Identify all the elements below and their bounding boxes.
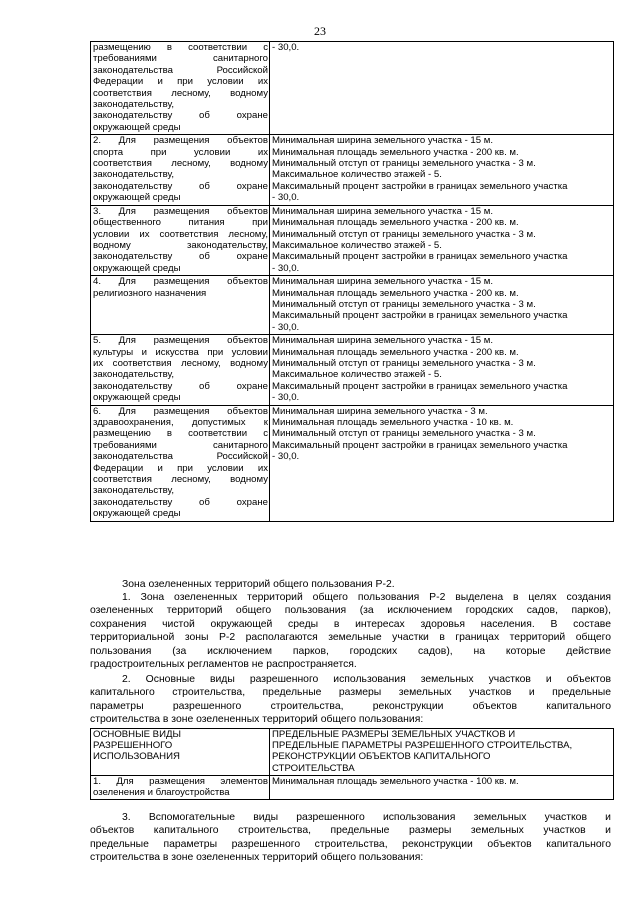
zone-heading-block xyxy=(90,578,611,591)
cell-line: - 30,0. xyxy=(272,42,300,53)
cell-line: условии их соответствия лесному, xyxy=(93,228,268,240)
parameters-cell xyxy=(270,135,614,205)
cell-line: законодательству, xyxy=(93,99,174,111)
header-right-cell xyxy=(270,729,614,776)
cell-line: окружающей среды xyxy=(93,121,181,133)
paragraph-line: строительства в зоне озелененных территорий общего пользования: xyxy=(90,852,424,864)
paragraph-line: 2. Основные виды разрешенного использования земельных участков и объектов xyxy=(122,674,611,685)
paragraph-line: предельные параметры разрешенного строительства, реконструкции объектов капитального xyxy=(90,838,611,850)
cell-line: Минимальная ширина земельного участка - 15 м. xyxy=(272,135,494,147)
cell-line: соответствия лесному, водному xyxy=(93,474,268,486)
cell-line: - 30,0. xyxy=(272,321,300,333)
cell-line: Минимальная ширина земельного участка - 15 м. xyxy=(272,276,494,288)
paragraph-2 xyxy=(90,673,611,727)
cell-line: 4. Для размещения объектов xyxy=(93,276,268,288)
parameters-cell xyxy=(270,335,614,405)
cell-line: общественного питания при xyxy=(93,217,268,229)
use-type-cell xyxy=(91,205,270,275)
table-row xyxy=(91,276,614,335)
paragraph-line: 3. Вспомогательные виды разрешенного использования земельных участков и xyxy=(122,812,611,823)
cell-line: размещению в соответствии с xyxy=(93,42,268,53)
cell-line: ИСПОЛЬЗОВАНИЯ xyxy=(93,751,180,763)
cell-line: РАЗРЕШЕННОГО xyxy=(93,740,173,752)
paragraph-line: сохранения чистой окружающей среды в интересах здоровья населения. В составе xyxy=(90,618,611,630)
cell-line: Максимальный процент застройки в границах земельного участка xyxy=(272,380,568,392)
cell-line: ПРЕДЕЛЬНЫЕ РАЗМЕРЫ ЗЕМЕЛЬНЫХ УЧАСТКОВ И xyxy=(272,729,516,740)
header-left-cell xyxy=(91,729,270,776)
cell-line: - 30,0. xyxy=(272,392,300,404)
cell-line: СТРОИТЕЛЬСТВА xyxy=(272,762,355,774)
use-type-cell xyxy=(91,135,270,205)
parameters-cell xyxy=(270,276,614,335)
cell-line: спорта при условии их xyxy=(93,146,268,158)
row-left-cell xyxy=(91,775,270,799)
paragraph-line: параметры разрешенного строительства, реконструкции объектов капитального xyxy=(90,700,611,712)
paragraph-line: территориальной зоны Р-2 располагаются земельные участки в границах территорий общего xyxy=(90,632,611,644)
page-number: 23 xyxy=(314,24,326,38)
cell-line: законодательству об охране xyxy=(93,180,268,192)
cell-line: Минимальный отступ от границы земельного участка - 3 м. xyxy=(272,428,536,440)
cell-line: законодательства Российской xyxy=(93,64,268,76)
cell-line: законодательству об охране xyxy=(93,380,268,392)
cell-line: Минимальная площадь земельного участка - 200 кв. м. xyxy=(272,146,519,158)
cell-line: законодательству об охране xyxy=(93,110,268,122)
table-row xyxy=(91,42,614,135)
paragraph-line: градостроительных регламентов не распространяется. xyxy=(90,659,357,671)
regulations-table xyxy=(90,41,614,522)
use-type-cell xyxy=(91,42,270,135)
cell-line: 2. Для размещения объектов xyxy=(93,135,268,147)
cell-line: размещению в соответствии с xyxy=(93,428,268,440)
use-type-cell xyxy=(91,276,270,335)
paragraph-line: строительства в зоне озелененных территорий общего пользования: xyxy=(90,714,424,726)
cell-line: Минимальная площадь земельного участка - 200 кв. м. xyxy=(272,287,519,299)
cell-line: законодательства Российской xyxy=(93,451,268,463)
table-header-row xyxy=(91,729,614,776)
cell-line: законодательству, xyxy=(93,369,174,381)
cell-line: ОСНОВНЫЕ ВИДЫ xyxy=(93,729,181,740)
use-type-cell xyxy=(91,405,270,521)
cell-line: 3. Для размещения объектов xyxy=(93,205,268,217)
cell-line: - 30,0. xyxy=(272,192,300,204)
cell-line: Максимальный процент застройки в границах земельного участка xyxy=(272,310,568,322)
cell-line: культуры и искусства при условии xyxy=(93,346,268,358)
cell-line: Минимальная ширина земельного участка - 15 м. xyxy=(272,205,494,217)
cell-line: соответствия лесному, водному xyxy=(93,87,268,99)
cell-line: водному законодательству, xyxy=(93,239,268,251)
cell-line: Максимальное количество этажей - 5. xyxy=(272,369,442,381)
paragraph-3 xyxy=(90,811,611,865)
table-row xyxy=(91,775,614,799)
cell-line: ПРЕДЕЛЬНЫЕ ПАРАМЕТРЫ РАЗРЕШЕННОГО СТРОИТЕЛЬСТВА, xyxy=(272,740,573,752)
cell-line: 6. Для размещения объектов xyxy=(93,405,268,417)
cell-line: соответствия лесному, водному xyxy=(93,158,268,170)
zone-heading: Зона озелененных территорий общего пользования Р-2. xyxy=(122,579,395,590)
cell-line: окружающей среды xyxy=(93,508,181,520)
cell-line: требованиями санитарного xyxy=(93,53,268,65)
cell-line: 1. Для размещения элементов xyxy=(93,775,268,787)
cell-line: Максимальный процент застройки в границах земельного участка xyxy=(272,180,568,192)
cell-line: законодательству, xyxy=(93,169,174,181)
cell-line: их соответствия лесному, водному xyxy=(93,357,268,369)
cell-line: требованиями санитарного xyxy=(93,439,268,451)
parameters-cell xyxy=(270,405,614,521)
cell-line: законодательству об охране xyxy=(93,251,268,263)
zone-r2-table xyxy=(90,728,614,800)
cell-line: Минимальная ширина земельного участка - 15 м. xyxy=(272,335,494,347)
cell-line: Федерации и при условии их xyxy=(93,462,268,474)
cell-line: законодательству об охране xyxy=(93,496,268,508)
cell-line: здравоохранения, допустимых к xyxy=(93,417,268,428)
row-right-cell xyxy=(270,775,614,799)
cell-line: религиозного назначения xyxy=(93,287,207,299)
cell-line: Минимальный отступ от границы земельного участка - 3 м. xyxy=(272,228,536,240)
paragraph-line: 1. Зона озелененных территорий общего пользования Р-2 выделена в целях создания xyxy=(122,592,611,603)
cell-line: Минимальный отступ от границы земельного участка - 3 м. xyxy=(272,298,536,310)
paragraph-line: озелененных территорий общего пользования (за исключением городских садов, парков), xyxy=(90,605,611,617)
cell-line: законодательству, xyxy=(93,485,174,497)
cell-line: Максимальное количество этажей - 5. xyxy=(272,169,442,181)
cell-line: Минимальная ширина земельного участка - 3 м. xyxy=(272,405,488,417)
cell-line: Максимальный процент застройки в границах земельного участка xyxy=(272,251,568,263)
cell-line: озеленения и благоустройства xyxy=(93,787,230,799)
paragraph-line: капитального строительства, предельные размеры земельных участков и предельные xyxy=(90,687,611,699)
paragraph-line: объектов капитального строительства, предельные размеры земельных участков и xyxy=(90,825,611,837)
cell-line: Минимальный отступ от границы земельного участка - 3 м. xyxy=(272,357,536,369)
cell-line: Минимальная площадь земельного участка - 200 кв. м. xyxy=(272,346,519,358)
cell-line: Минимальная площадь земельного участка - 100 кв. м. xyxy=(272,775,519,787)
parameters-cell xyxy=(270,205,614,275)
table-row xyxy=(91,135,614,205)
table-row xyxy=(91,335,614,405)
table-row xyxy=(91,405,614,521)
cell-line: 5. Для размещения объектов xyxy=(93,335,268,347)
cell-line: окружающей среды xyxy=(93,262,181,274)
cell-line: Минимальный отступ от границы земельного участка - 3 м. xyxy=(272,158,536,170)
cell-line: - 30,0. xyxy=(272,451,300,463)
cell-line: РЕКОНСТРУКЦИИ ОБЪЕКТОВ КАПИТАЛЬНОГО xyxy=(272,751,491,763)
use-type-cell xyxy=(91,335,270,405)
cell-line: окружающей среды xyxy=(93,392,181,404)
parameters-cell xyxy=(270,42,614,135)
paragraph-line: пользования (за исключением парков, городских садов), на которые действие xyxy=(90,645,611,657)
table-row xyxy=(91,205,614,275)
cell-line: Минимальная площадь земельного участка - 10 кв. м. xyxy=(272,417,514,428)
cell-line: Максимальное количество этажей - 5. xyxy=(272,239,442,251)
cell-line: - 30,0. xyxy=(272,262,300,274)
cell-line: окружающей среды xyxy=(93,192,181,204)
cell-line: Максимальный процент застройки в границах земельного участка xyxy=(272,439,568,451)
cell-line: Минимальная площадь земельного участка - 200 кв. м. xyxy=(272,217,519,229)
cell-line: Федерации и при условии их xyxy=(93,76,268,88)
paragraph-1 xyxy=(90,591,611,671)
